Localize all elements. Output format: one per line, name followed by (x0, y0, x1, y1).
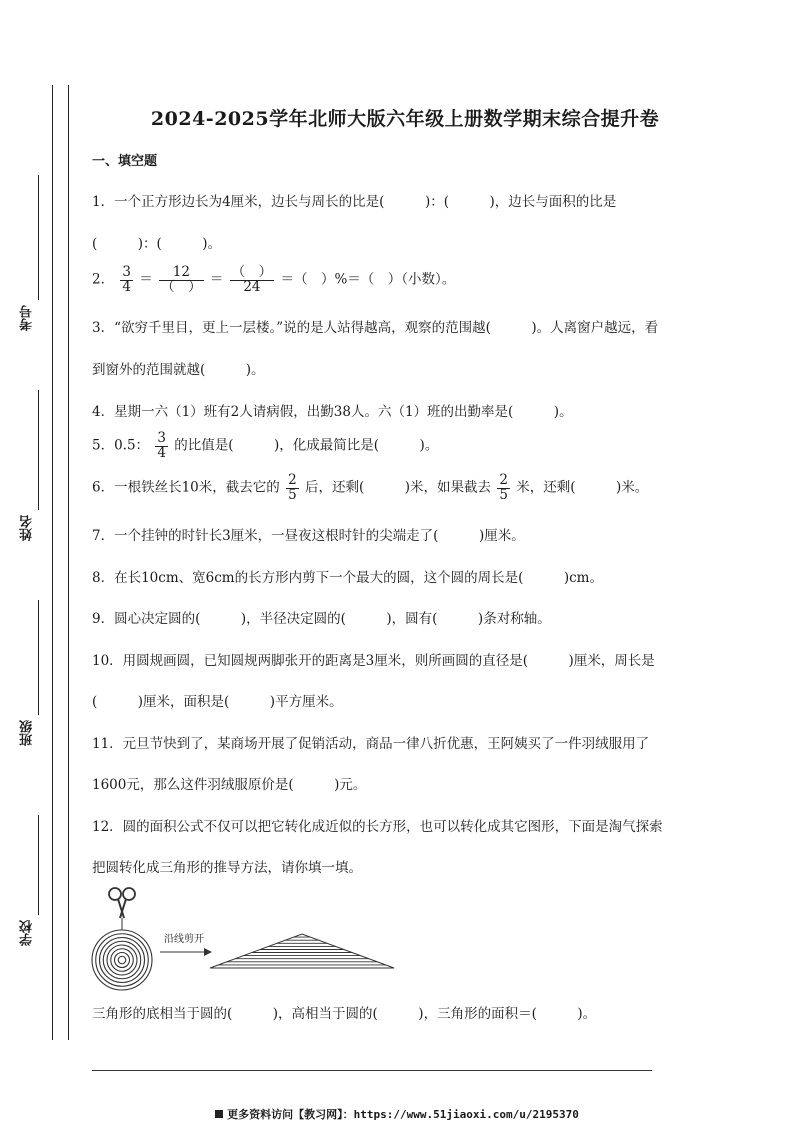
section-title: 一、填空题 (92, 154, 158, 169)
question-11-line-2: 1600元，那么这件羽绒服原价是( )元。 (92, 777, 367, 793)
fraction-numerator: 12 (159, 266, 204, 281)
scissors-icon (109, 888, 135, 930)
question-1-line-1: 1．一个正方形边长为4厘米，边长与周长的比是( )：( )，边长与面积的比是 (92, 194, 617, 210)
name-field[interactable] (18, 390, 40, 550)
fraction-3-4 (155, 432, 168, 460)
question-6-part-2: 后，还剩( )米，如果截去 (304, 479, 492, 496)
exam-number-line (38, 175, 39, 300)
question-2-prefix: 2． (92, 271, 115, 288)
question-2-tail: ＝（ ）%＝（ ）（小数）。 (280, 271, 456, 288)
question-1-line-2: ( )：( )。 (92, 236, 222, 252)
arrow-label: 沿线剪开 (164, 934, 204, 945)
fraction-denominator: 4 (122, 278, 131, 295)
question-8: 8．在长10cm、宽6cm的长方形内剪下一个最大的圆，这个圆的周长是( )cm。 (92, 570, 603, 586)
question-9: 9．圆心决定圆的( )，半径决定圆的( )，圆有( )条对称轴。 (92, 611, 551, 627)
question-12-answer-line: 三角形的底相当于圆的( )，高相当于圆的( )，三角形的面积＝( )。 (92, 1006, 597, 1022)
question-3-line-2: 到窗外的范围就越( )。 (92, 362, 265, 378)
question-5 (92, 432, 722, 460)
question-3-line-1: 3．“欲穷千里目，更上一层楼。”说的是人站得越高，观察的范围越( )。人离窗户越远，看 (92, 320, 659, 336)
fraction-numerator: 3 (157, 430, 166, 446)
class-line (38, 600, 39, 715)
circle-ring (100, 938, 145, 983)
circle-ring (115, 953, 130, 968)
equals-sign: ＝ (139, 271, 153, 288)
class-label: 班级 (20, 720, 35, 746)
circle-ring (103, 941, 141, 979)
question-5-prefix: 5．0.5： (92, 437, 150, 454)
equals-sign: ＝ (209, 271, 224, 288)
question-6 (92, 474, 722, 502)
question-5-tail: 的比值是( )，化成最简比是( )。 (174, 437, 439, 454)
name-label: 姓名 (20, 515, 35, 541)
circle-ring (107, 945, 137, 975)
fraction-2-5 (286, 474, 299, 502)
circle-to-triangle-figure (88, 882, 408, 992)
fraction-12-blank (159, 266, 204, 294)
striped-triangle (210, 934, 394, 968)
question-6-part-1: 6．一根铁丝长10米，截去它的 (92, 479, 280, 496)
school-label: 学校 (20, 920, 35, 946)
name-line (38, 390, 39, 510)
fraction-blank-24 (230, 266, 275, 294)
school-line (38, 815, 39, 915)
flag-icon (215, 1110, 223, 1118)
fraction-denominator-blank[interactable]: （ ） (161, 278, 202, 295)
exam-number-label: 考号 (20, 305, 35, 331)
class-field[interactable] (18, 600, 40, 760)
question-4: 4．星期一六（1）班有2人请病假，出勤38人。六（1）班的出勤率是( )。 (92, 404, 573, 420)
question-12-line-1: 12．圆的面积公式不仅可以把它转化成近似的长方形，也可以转化成其它图形，下面是淘气探索 (92, 819, 663, 835)
question-12-line-2: 把圆转化成三角形的推导方法，请你填一填。 (92, 860, 362, 876)
concentric-circles (92, 930, 152, 990)
footer-link[interactable] (0, 1106, 794, 1122)
fraction-denominator: 4 (157, 444, 166, 461)
question-6-part-3: 米，还剩( )米。 (516, 479, 649, 496)
fraction-denominator: 5 (499, 486, 508, 503)
question-10-line-1: 10．用圆规画圆，已知圆规两脚张开的距离是3厘米，则所画圆的直径是( )厘米，周长是 (92, 653, 655, 669)
question-7: 7．一个挂钟的时针长3厘米，一昼夜这根时针的尖端走了( )厘米。 (92, 528, 525, 544)
exam-number-field[interactable] (18, 175, 40, 365)
fraction-2-5 (497, 474, 510, 502)
footer-divider (92, 1070, 652, 1071)
fraction-numerator-blank[interactable]: （ ） (231, 264, 273, 280)
footer-text: 更多资料访问【教习网】：https://www.51jiaoxi.com/u/2195370 (227, 1108, 579, 1121)
page-title: 2024-2025学年北师大版六年级上册数学期末综合提升卷 (150, 108, 660, 130)
question-10-line-2: ( )厘米，面积是( )平方厘米。 (92, 694, 343, 710)
circle-ring (118, 956, 126, 964)
fraction-denominator: 24 (243, 278, 261, 295)
fraction-numerator: 2 (288, 472, 297, 488)
fraction-numerator: 2 (499, 472, 508, 488)
binding-line-outer (52, 85, 53, 1040)
fraction-numerator: 3 (122, 264, 131, 280)
circle-ring (92, 930, 152, 990)
cut-arrow (160, 932, 212, 956)
fraction-3-4 (120, 266, 133, 294)
school-field[interactable] (18, 815, 40, 955)
question-2 (92, 266, 722, 294)
binding-line-inner (68, 85, 69, 1040)
question-11-line-1: 11．元旦节快到了，某商场开展了促销活动，商品一律八折优惠，王阿姨买了一件羽绒服用了 (92, 736, 650, 752)
fraction-denominator: 5 (288, 486, 297, 503)
